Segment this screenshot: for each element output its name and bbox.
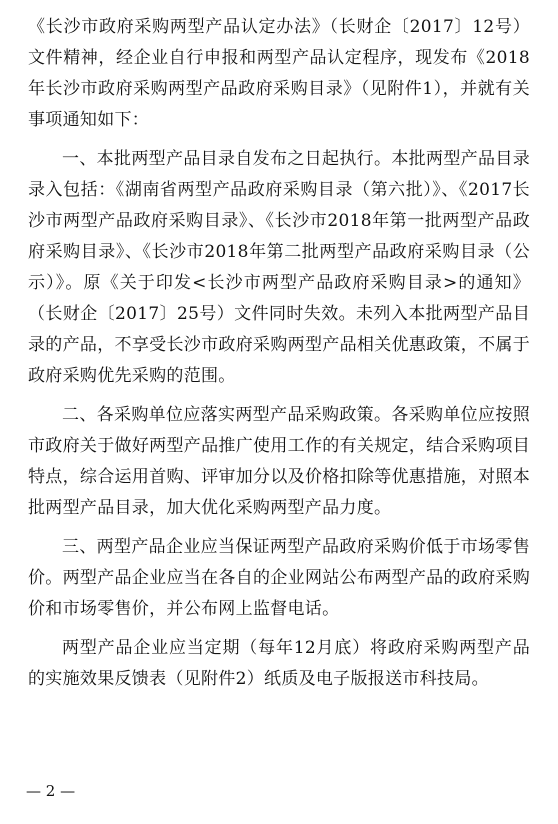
document-body	[28, 12, 530, 703]
paragraph-item-1: 一、本批两型产品目录自发布之日起执行。本批两型产品目录录入包括：《湖南省两型产品政府采购目录（第六批）》、《2017长沙市两型产品政府采购目录》、《长沙市2018年第一批两型产品政府采购目录》、《长沙市2018年第二批两型产品政府采购目录（公示）》。原《关于印发<长沙市两型产品政府采购目录>的通知》（长财企〔2017〕25号）文件同时失效。未列入本批两型产品目录的产品，不享受长沙市政府采购两型产品相关优惠政策，不属于政府采购优先采购的范围。	[28, 149, 530, 386]
page-number: — 2 —	[26, 782, 76, 800]
paragraph-intro: 《长沙市政府采购两型产品认定办法》（长财企〔2017〕12号）文件精神，经企业自行申报和两型产品认定程序，现发布《2018年长沙市政府采购两型产品政府采购目录》（见附件1），并就有关事项通知如下：	[28, 17, 530, 130]
paragraph-item-2: 二、各采购单位应落实两型产品采购政策。各采购单位应按照市政府关于做好两型产品推广使用工作的有关规定，结合采购项目特点，综合运用首购、评审加分以及价格扣除等优惠措施，对照本批两型产品目录，加大优化采购两型产品力度。	[28, 405, 530, 518]
paragraph-item-3-continued: 两型产品企业应当定期（每年12月底）将政府采购两型产品的实施效果反馈表（见附件2）纸质及电子版报送市科技局。	[28, 638, 530, 689]
paragraph-item-3: 三、两型产品企业应当保证两型产品政府采购价低于市场零售价。两型产品企业应当在各自的企业网站公布两型产品的政府采购价和市场零售价，并公布网上监督电话。	[28, 537, 530, 619]
